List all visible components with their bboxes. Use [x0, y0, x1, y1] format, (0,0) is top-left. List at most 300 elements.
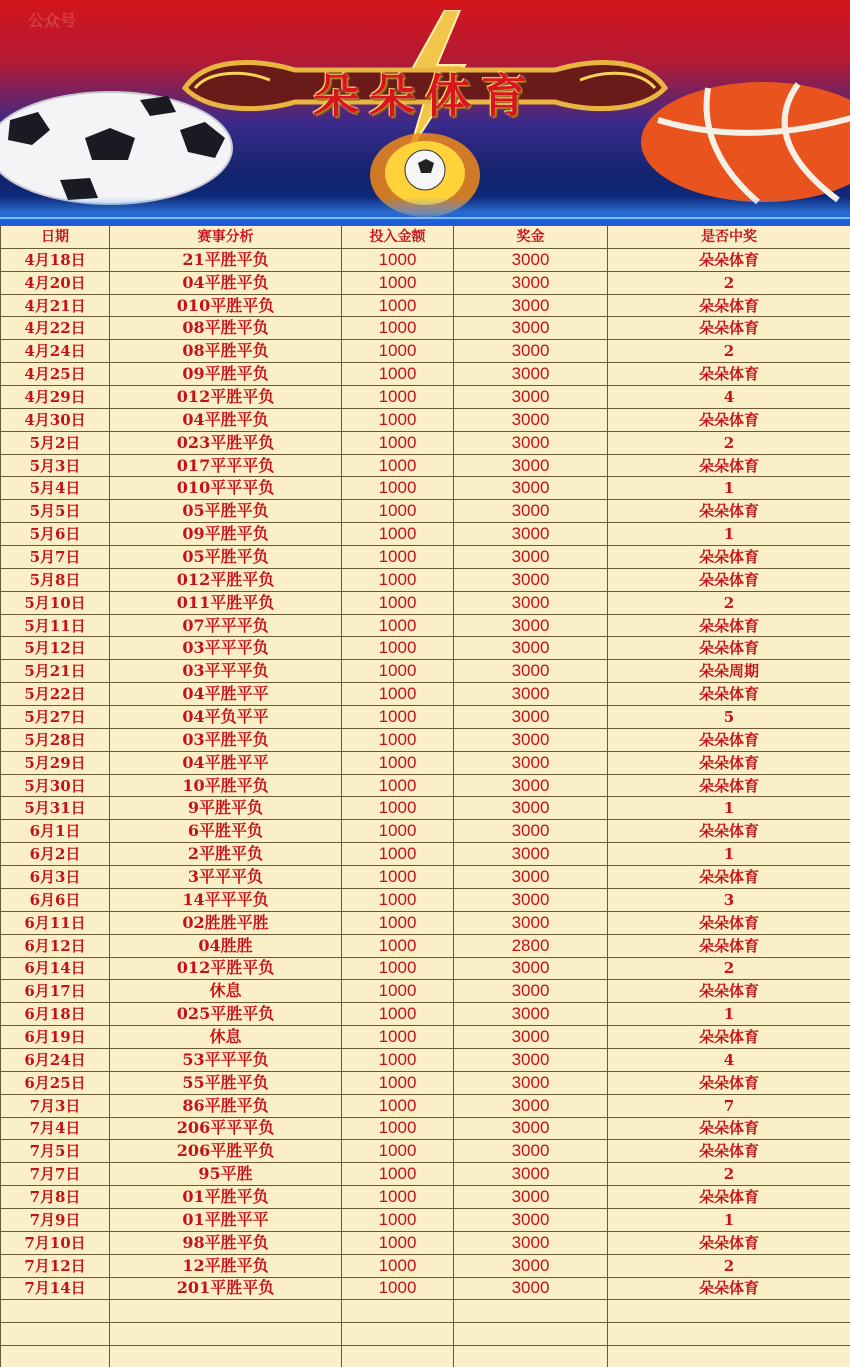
cell-analysis: 08平胜平负 — [110, 340, 342, 363]
cell-date: 5月31日 — [1, 797, 110, 820]
cell-prize: 3000 — [454, 546, 608, 569]
cell-analysis: 01平胜平负 — [110, 1186, 342, 1209]
header-stake: 投入金额 — [342, 226, 454, 249]
soccer-ball-icon — [0, 90, 240, 205]
table-row — [1, 1186, 850, 1209]
table-row — [1, 1163, 850, 1186]
cell-result: 朵朵体育 — [608, 1231, 850, 1254]
table-row — [1, 683, 850, 706]
cell-prize: 3000 — [454, 1231, 608, 1254]
cell-stake: 1000 — [342, 523, 454, 546]
table-row — [1, 660, 850, 683]
cell-stake: 1000 — [342, 363, 454, 386]
cell-stake: 1000 — [342, 317, 454, 340]
empty-cell — [454, 1346, 608, 1367]
cell-prize: 3000 — [454, 820, 608, 843]
table-row — [1, 454, 850, 477]
cell-stake: 1000 — [342, 546, 454, 569]
cell-prize: 3000 — [454, 1003, 608, 1026]
basketball-icon — [638, 80, 850, 205]
table-row — [1, 751, 850, 774]
cell-result: 1 — [608, 1208, 850, 1231]
empty-cell — [110, 1300, 342, 1323]
table-row — [1, 797, 850, 820]
cell-analysis: 04平胜平负 — [110, 271, 342, 294]
cell-result: 朵朵体育 — [608, 1026, 850, 1049]
cell-stake: 1000 — [342, 1117, 454, 1140]
table-row — [1, 637, 850, 660]
cell-date: 6月25日 — [1, 1071, 110, 1094]
cell-stake: 1000 — [342, 431, 454, 454]
cell-result: 朵朵周期 — [608, 660, 850, 683]
table-row — [1, 271, 850, 294]
cell-date: 4月21日 — [1, 294, 110, 317]
table-row — [1, 248, 850, 271]
cell-analysis: 12平胜平负 — [110, 1254, 342, 1277]
table-row — [1, 1071, 850, 1094]
cell-prize: 3000 — [454, 1117, 608, 1140]
cell-result: 朵朵体育 — [608, 1140, 850, 1163]
cell-stake: 1000 — [342, 248, 454, 271]
table-row — [1, 774, 850, 797]
table-row — [1, 888, 850, 911]
cell-prize: 3000 — [454, 1163, 608, 1186]
table-row — [1, 1231, 850, 1254]
cell-prize: 3000 — [454, 637, 608, 660]
cell-stake: 1000 — [342, 911, 454, 934]
cell-stake: 1000 — [342, 751, 454, 774]
cell-result: 朵朵体育 — [608, 934, 850, 957]
table-row — [1, 1117, 850, 1140]
cell-date: 6月1日 — [1, 820, 110, 843]
table-row — [1, 957, 850, 980]
cell-date: 7月10日 — [1, 1231, 110, 1254]
cell-stake: 1000 — [342, 386, 454, 409]
cell-analysis: 95平胜 — [110, 1163, 342, 1186]
cell-prize: 3000 — [454, 386, 608, 409]
cell-analysis: 休息 — [110, 980, 342, 1003]
cell-date: 6月17日 — [1, 980, 110, 1003]
cell-date: 5月6日 — [1, 523, 110, 546]
empty-cell — [454, 1300, 608, 1323]
cell-date: 4月25日 — [1, 363, 110, 386]
cell-analysis: 04平胜平平 — [110, 751, 342, 774]
cell-stake: 1000 — [342, 934, 454, 957]
table-row — [1, 317, 850, 340]
cell-prize: 3000 — [454, 751, 608, 774]
cell-analysis: 53平平平负 — [110, 1048, 342, 1071]
cell-result: 朵朵体育 — [608, 637, 850, 660]
cell-result: 2 — [608, 1254, 850, 1277]
table-row — [1, 386, 850, 409]
cell-prize: 3000 — [454, 477, 608, 500]
cell-analysis: 05平胜平负 — [110, 546, 342, 569]
cell-analysis: 025平胜平负 — [110, 1003, 342, 1026]
cell-prize: 3000 — [454, 568, 608, 591]
cell-date: 5月8日 — [1, 568, 110, 591]
cell-date: 4月20日 — [1, 271, 110, 294]
cell-date: 5月7日 — [1, 546, 110, 569]
cell-analysis: 04平负平平 — [110, 706, 342, 729]
empty-cell — [608, 1346, 850, 1367]
cell-prize: 3000 — [454, 523, 608, 546]
cell-date: 7月4日 — [1, 1117, 110, 1140]
empty-cell — [110, 1346, 342, 1367]
cell-stake: 1000 — [342, 591, 454, 614]
cell-stake: 1000 — [342, 774, 454, 797]
cell-result: 朵朵体育 — [608, 1277, 850, 1300]
cell-date: 7月7日 — [1, 1163, 110, 1186]
table-row — [1, 294, 850, 317]
cell-prize: 3000 — [454, 888, 608, 911]
cell-date: 6月6日 — [1, 888, 110, 911]
empty-cell — [1, 1323, 110, 1346]
table-row — [1, 1026, 850, 1049]
cell-date: 4月30日 — [1, 408, 110, 431]
cell-analysis: 012平胜平负 — [110, 386, 342, 409]
cell-date: 7月14日 — [1, 1277, 110, 1300]
table-row — [1, 1254, 850, 1277]
cell-prize: 3000 — [454, 843, 608, 866]
cell-prize: 3000 — [454, 591, 608, 614]
cell-date: 5月10日 — [1, 591, 110, 614]
cell-prize: 3000 — [454, 431, 608, 454]
cell-result: 朵朵体育 — [608, 294, 850, 317]
cell-stake: 1000 — [342, 568, 454, 591]
cell-stake: 1000 — [342, 1026, 454, 1049]
cell-stake: 1000 — [342, 454, 454, 477]
cell-result: 4 — [608, 386, 850, 409]
cell-date: 7月5日 — [1, 1140, 110, 1163]
cell-stake: 1000 — [342, 477, 454, 500]
cell-prize: 3000 — [454, 1071, 608, 1094]
cell-stake: 1000 — [342, 340, 454, 363]
cell-date: 5月28日 — [1, 728, 110, 751]
cell-result: 朵朵体育 — [608, 751, 850, 774]
table-row — [1, 911, 850, 934]
cell-prize: 3000 — [454, 294, 608, 317]
cell-analysis: 01平胜平平 — [110, 1208, 342, 1231]
table-row — [1, 843, 850, 866]
cell-prize: 3000 — [454, 1277, 608, 1300]
cell-date: 6月12日 — [1, 934, 110, 957]
table-row — [1, 706, 850, 729]
table-row — [1, 820, 850, 843]
cell-analysis: 206平胜平负 — [110, 1140, 342, 1163]
cell-prize: 3000 — [454, 363, 608, 386]
cell-result: 朵朵体育 — [608, 728, 850, 751]
cell-result: 3 — [608, 888, 850, 911]
cell-analysis: 08平胜平负 — [110, 317, 342, 340]
cell-result: 朵朵体育 — [608, 363, 850, 386]
cell-stake: 1000 — [342, 1071, 454, 1094]
empty-cell — [342, 1346, 454, 1367]
cell-analysis: 09平胜平负 — [110, 363, 342, 386]
cell-prize: 3000 — [454, 1140, 608, 1163]
cell-analysis: 04胜胜 — [110, 934, 342, 957]
empty-cell — [454, 1323, 608, 1346]
cell-prize: 3000 — [454, 866, 608, 889]
cell-stake: 1000 — [342, 728, 454, 751]
cell-analysis: 09平胜平负 — [110, 523, 342, 546]
cell-prize: 2800 — [454, 934, 608, 957]
cell-result: 5 — [608, 706, 850, 729]
cell-date: 7月3日 — [1, 1094, 110, 1117]
cell-analysis: 04平胜平平 — [110, 683, 342, 706]
cell-analysis: 04平胜平负 — [110, 408, 342, 431]
cell-date: 5月30日 — [1, 774, 110, 797]
cell-result: 朵朵体育 — [608, 774, 850, 797]
cell-analysis: 2平胜平负 — [110, 843, 342, 866]
cell-stake: 1000 — [342, 500, 454, 523]
cell-result: 朵朵体育 — [608, 317, 850, 340]
cell-result: 朵朵体育 — [608, 866, 850, 889]
cell-prize: 3000 — [454, 980, 608, 1003]
cell-prize: 3000 — [454, 1094, 608, 1117]
cell-date: 7月8日 — [1, 1186, 110, 1209]
cell-prize: 3000 — [454, 660, 608, 683]
cell-prize: 3000 — [454, 614, 608, 637]
cell-analysis: 023平胜平负 — [110, 431, 342, 454]
results-table — [0, 225, 850, 1367]
cell-stake: 1000 — [342, 683, 454, 706]
cell-date: 5月29日 — [1, 751, 110, 774]
cell-result: 1 — [608, 1003, 850, 1026]
cell-stake: 1000 — [342, 797, 454, 820]
cell-result: 朵朵体育 — [608, 1117, 850, 1140]
empty-cell — [342, 1323, 454, 1346]
cell-prize: 3000 — [454, 774, 608, 797]
cell-prize: 3000 — [454, 797, 608, 820]
cell-analysis: 21平胜平负 — [110, 248, 342, 271]
table-row — [1, 1277, 850, 1300]
cell-prize: 3000 — [454, 911, 608, 934]
table-row — [1, 1048, 850, 1071]
cell-result: 1 — [608, 797, 850, 820]
cell-date: 6月11日 — [1, 911, 110, 934]
empty-cell — [1, 1346, 110, 1367]
cell-date: 4月22日 — [1, 317, 110, 340]
cell-prize: 3000 — [454, 1026, 608, 1049]
cell-analysis: 201平胜平负 — [110, 1277, 342, 1300]
table-row — [1, 591, 850, 614]
cell-stake: 1000 — [342, 1277, 454, 1300]
banner-floor-line — [0, 217, 850, 219]
table-row — [1, 934, 850, 957]
cell-stake: 1000 — [342, 1048, 454, 1071]
cell-result: 1 — [608, 477, 850, 500]
cell-date: 7月12日 — [1, 1254, 110, 1277]
cell-stake: 1000 — [342, 1094, 454, 1117]
cell-result: 朵朵体育 — [608, 614, 850, 637]
empty-row — [1, 1300, 850, 1323]
cell-analysis: 55平胜平负 — [110, 1071, 342, 1094]
cell-analysis: 05平胜平负 — [110, 500, 342, 523]
cell-prize: 3000 — [454, 1048, 608, 1071]
cell-result: 2 — [608, 1163, 850, 1186]
cell-analysis: 3平平平负 — [110, 866, 342, 889]
table-row — [1, 408, 850, 431]
cell-stake: 1000 — [342, 1208, 454, 1231]
cell-date: 5月5日 — [1, 500, 110, 523]
cell-stake: 1000 — [342, 820, 454, 843]
cell-date: 6月2日 — [1, 843, 110, 866]
cell-date: 6月14日 — [1, 957, 110, 980]
cell-result: 4 — [608, 1048, 850, 1071]
cell-stake: 1000 — [342, 271, 454, 294]
table-row — [1, 728, 850, 751]
cell-analysis: 012平胜平负 — [110, 957, 342, 980]
empty-row — [1, 1323, 850, 1346]
cell-analysis: 03平胜平负 — [110, 728, 342, 751]
cell-stake: 1000 — [342, 294, 454, 317]
cell-date: 4月29日 — [1, 386, 110, 409]
cell-stake: 1000 — [342, 980, 454, 1003]
header-result: 是否中奖 — [608, 226, 850, 249]
cell-stake: 1000 — [342, 1231, 454, 1254]
cell-stake: 1000 — [342, 637, 454, 660]
table-row — [1, 1208, 850, 1231]
cell-prize: 3000 — [454, 957, 608, 980]
empty-cell — [342, 1300, 454, 1323]
cell-prize: 3000 — [454, 500, 608, 523]
table-row — [1, 568, 850, 591]
cell-stake: 1000 — [342, 1186, 454, 1209]
cell-analysis: 6平胜平负 — [110, 820, 342, 843]
empty-row — [1, 1346, 850, 1367]
cell-result: 朵朵体育 — [608, 500, 850, 523]
cell-date: 4月24日 — [1, 340, 110, 363]
cell-analysis: 017平平平负 — [110, 454, 342, 477]
cell-prize: 3000 — [454, 271, 608, 294]
cell-prize: 3000 — [454, 248, 608, 271]
cell-date: 5月11日 — [1, 614, 110, 637]
cell-stake: 1000 — [342, 866, 454, 889]
cell-analysis: 03平平平负 — [110, 660, 342, 683]
page-title: 朵朵体育 — [313, 69, 537, 123]
cell-result: 朵朵体育 — [608, 911, 850, 934]
table-row — [1, 1140, 850, 1163]
table-row — [1, 980, 850, 1003]
table-row — [1, 477, 850, 500]
cell-analysis: 休息 — [110, 1026, 342, 1049]
cell-stake: 1000 — [342, 888, 454, 911]
cell-analysis: 98平胜平负 — [110, 1231, 342, 1254]
cell-stake: 1000 — [342, 1163, 454, 1186]
cell-prize: 3000 — [454, 340, 608, 363]
cell-analysis: 206平平平负 — [110, 1117, 342, 1140]
cell-result: 朵朵体育 — [608, 248, 850, 271]
cell-result: 2 — [608, 271, 850, 294]
cell-stake: 1000 — [342, 843, 454, 866]
cell-date: 6月19日 — [1, 1026, 110, 1049]
cell-analysis: 012平胜平负 — [110, 568, 342, 591]
cell-date: 6月24日 — [1, 1048, 110, 1071]
cell-result: 1 — [608, 523, 850, 546]
header-date: 日期 — [1, 226, 110, 249]
table-row — [1, 1094, 850, 1117]
cell-result: 朵朵体育 — [608, 820, 850, 843]
cell-prize: 3000 — [454, 706, 608, 729]
cell-stake: 1000 — [342, 408, 454, 431]
cell-result: 朵朵体育 — [608, 1186, 850, 1209]
cell-result: 2 — [608, 591, 850, 614]
cell-analysis: 14平平平负 — [110, 888, 342, 911]
cell-analysis: 03平平平负 — [110, 637, 342, 660]
cell-stake: 1000 — [342, 957, 454, 980]
cell-date: 5月27日 — [1, 706, 110, 729]
header-banner — [0, 0, 850, 225]
cell-result: 2 — [608, 340, 850, 363]
banner-floor — [0, 197, 850, 225]
cell-analysis: 011平胜平负 — [110, 591, 342, 614]
cell-stake: 1000 — [342, 1254, 454, 1277]
cell-result: 1 — [608, 843, 850, 866]
table-row — [1, 431, 850, 454]
cell-analysis: 02胜胜平胜 — [110, 911, 342, 934]
cell-prize: 3000 — [454, 683, 608, 706]
cell-prize: 3000 — [454, 408, 608, 431]
cell-analysis: 010平平平负 — [110, 477, 342, 500]
empty-cell — [608, 1323, 850, 1346]
cell-stake: 1000 — [342, 614, 454, 637]
cell-date: 4月18日 — [1, 248, 110, 271]
cell-stake: 1000 — [342, 1140, 454, 1163]
cell-date: 6月3日 — [1, 866, 110, 889]
cell-analysis: 86平胜平负 — [110, 1094, 342, 1117]
cell-analysis: 9平胜平负 — [110, 797, 342, 820]
cell-result: 7 — [608, 1094, 850, 1117]
cell-result: 2 — [608, 431, 850, 454]
empty-cell — [1, 1300, 110, 1323]
cell-date: 7月9日 — [1, 1208, 110, 1231]
cell-analysis: 10平胜平负 — [110, 774, 342, 797]
cell-result: 朵朵体育 — [608, 1071, 850, 1094]
cell-date: 5月22日 — [1, 683, 110, 706]
cell-date: 5月2日 — [1, 431, 110, 454]
cell-result: 朵朵体育 — [608, 980, 850, 1003]
cell-result: 朵朵体育 — [608, 408, 850, 431]
cell-stake: 1000 — [342, 660, 454, 683]
cell-date: 6月18日 — [1, 1003, 110, 1026]
table-row — [1, 363, 850, 386]
header-analysis: 赛事分析 — [110, 226, 342, 249]
cell-prize: 3000 — [454, 1186, 608, 1209]
cell-result: 2 — [608, 957, 850, 980]
cell-prize: 3000 — [454, 317, 608, 340]
empty-cell — [110, 1323, 342, 1346]
cell-result: 朵朵体育 — [608, 683, 850, 706]
cell-date: 5月3日 — [1, 454, 110, 477]
table-row — [1, 340, 850, 363]
cell-prize: 3000 — [454, 1208, 608, 1231]
cell-result: 朵朵体育 — [608, 568, 850, 591]
table-row — [1, 523, 850, 546]
cell-prize: 3000 — [454, 454, 608, 477]
cell-stake: 1000 — [342, 1003, 454, 1026]
cell-prize: 3000 — [454, 728, 608, 751]
cell-date: 5月21日 — [1, 660, 110, 683]
cell-date: 5月4日 — [1, 477, 110, 500]
empty-cell — [608, 1300, 850, 1323]
cell-analysis: 010平胜平负 — [110, 294, 342, 317]
cell-stake: 1000 — [342, 706, 454, 729]
cell-date: 5月12日 — [1, 637, 110, 660]
table-row — [1, 614, 850, 637]
cell-analysis: 07平平平负 — [110, 614, 342, 637]
table-row — [1, 866, 850, 889]
table-header-row — [1, 226, 850, 249]
